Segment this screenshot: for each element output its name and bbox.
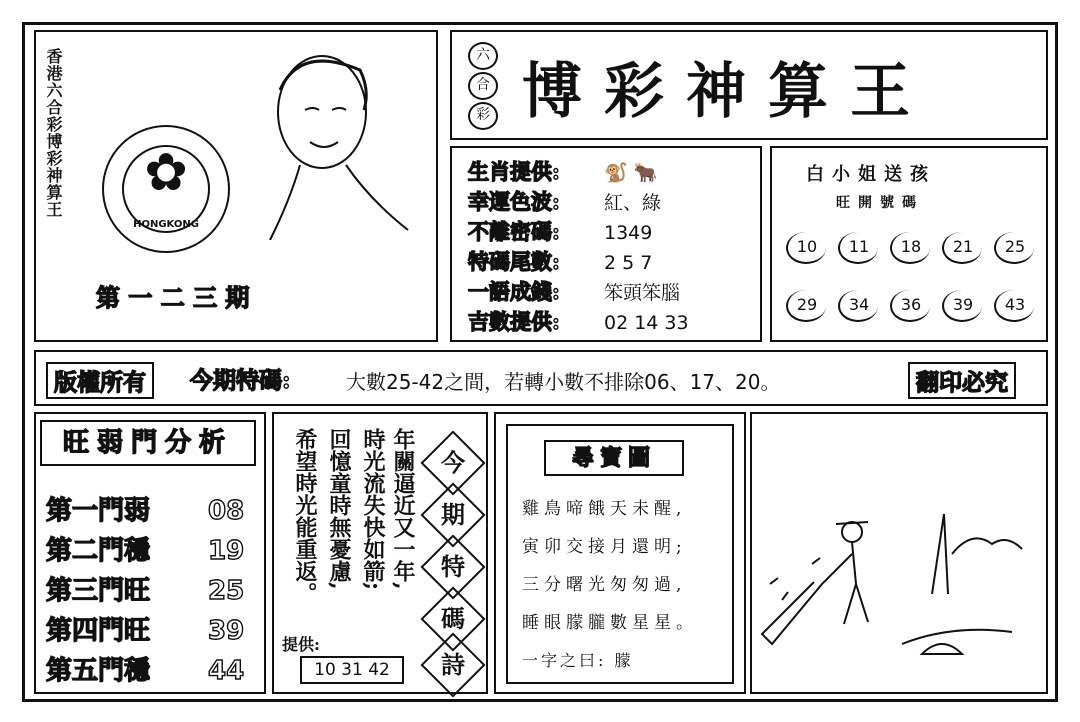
poem-line: 希望時光能重返。 <box>292 428 318 604</box>
poem-badge-text: 期 <box>441 500 465 529</box>
bai-number: 34 <box>838 290 878 322</box>
zodiac-icons: 🐒 🐂 <box>604 162 658 184</box>
today-special-label: 今期特碼: <box>190 367 291 394</box>
bai-number: 21 <box>942 232 982 264</box>
issue-number: 第 一 二 三 期 <box>96 283 250 312</box>
hongkong-emblem <box>102 125 230 253</box>
six-mark-char: 合 <box>468 72 498 100</box>
info-label: 生肖提供: <box>468 159 560 184</box>
treasure-map-title: 尋寶圖 <box>544 440 684 476</box>
door-label: 第一門弱 <box>46 496 151 526</box>
bai-number: 36 <box>890 290 930 322</box>
info-label: 特碼尾數: <box>468 249 560 274</box>
door-value: 39 <box>208 616 245 646</box>
info-label: 不離密碼: <box>468 219 560 244</box>
door-row <box>46 650 244 687</box>
door-value: 25 <box>208 576 245 606</box>
poem-badge-text: 碼 <box>441 604 465 633</box>
info-row-color <box>468 186 661 216</box>
sweeper-illustration <box>752 414 1046 692</box>
info-value: 1349 <box>604 222 653 244</box>
door-row <box>46 490 244 527</box>
bai-number: 18 <box>890 232 930 264</box>
info-label: 幸運色波: <box>468 189 560 214</box>
door-label: 第二門穩 <box>46 536 151 566</box>
bauhinia-icon: ✿ <box>144 143 188 203</box>
door-label: 第三門旺 <box>46 576 151 606</box>
info-value: 02 14 33 <box>604 312 689 334</box>
main-title: 博彩神算王 <box>522 57 932 127</box>
bai-number: 10 <box>786 232 826 264</box>
copyright-label: 版權所有 <box>46 362 154 399</box>
info-row-zodiac <box>468 156 657 186</box>
door-value: 19 <box>208 536 245 566</box>
poem-badge-text: 特 <box>441 552 465 581</box>
photo-vertical-caption: 香港六合彩博彩神算王 <box>44 48 63 218</box>
door-label: 第四門旺 <box>46 616 151 646</box>
poem-provide-numbers: 10 31 42 <box>300 656 404 684</box>
info-value: 2 5 7 <box>604 252 653 274</box>
treasure-line: 睡眼朦朧數星星。 <box>522 613 698 633</box>
six-mark-char: 六 <box>468 42 498 70</box>
bai-number: 25 <box>994 232 1034 264</box>
door-row <box>46 610 244 647</box>
today-special-text: 大數25-42之間，若轉小數不排除06、17、20。 <box>346 370 781 394</box>
info-row-tail <box>468 246 652 276</box>
poem-badge-text: 今 <box>441 448 465 477</box>
info-label: 一語成錢: <box>468 279 560 304</box>
bai-number: 39 <box>942 290 982 322</box>
bai-number: 11 <box>838 232 878 264</box>
info-row-lucky <box>468 306 689 336</box>
info-label: 吉數提供: <box>468 309 560 334</box>
bai-number: 29 <box>786 290 826 322</box>
poem-line: 年關逼近又一年, <box>390 428 416 590</box>
emblem-text: HONGKONG <box>133 219 199 230</box>
info-row-code <box>468 216 652 246</box>
poem-line: 時光流失快如箭; <box>360 428 386 591</box>
poem-badge-text: 詩 <box>441 650 465 679</box>
info-value: 笨頭笨腦 <box>604 282 681 304</box>
bai-subtitle: 旺開號碼 <box>836 195 924 211</box>
six-mark-char: 彩 <box>468 102 498 130</box>
info-value: 紅、綠 <box>604 192 662 214</box>
treasure-line: 雞鳥啼餓天未醒, <box>522 499 687 519</box>
six-mark-badge <box>466 40 500 132</box>
door-value: 08 <box>208 496 245 526</box>
woman-portrait-illustration <box>260 50 410 240</box>
info-row-phrase <box>468 276 680 306</box>
treasure-hint: 一字之曰: 朦 <box>522 651 634 670</box>
poem-line: 回憶童時無憂慮, <box>326 428 352 590</box>
piracy-warning: 翻印必究 <box>908 362 1016 399</box>
door-value: 44 <box>208 656 245 686</box>
poem-provide-label: 提供: <box>282 635 320 654</box>
treasure-line: 三分曙光匆匆過, <box>522 575 687 595</box>
door-row <box>46 530 244 567</box>
door-row <box>46 570 244 607</box>
door-label: 第五門穩 <box>46 656 151 686</box>
bai-number: 43 <box>994 290 1034 322</box>
door-analysis-title: 旺弱門分析 <box>40 420 256 466</box>
bai-title: 白小姐送孩 <box>806 164 936 185</box>
treasure-line: 寅卯交接月還明; <box>522 537 687 557</box>
